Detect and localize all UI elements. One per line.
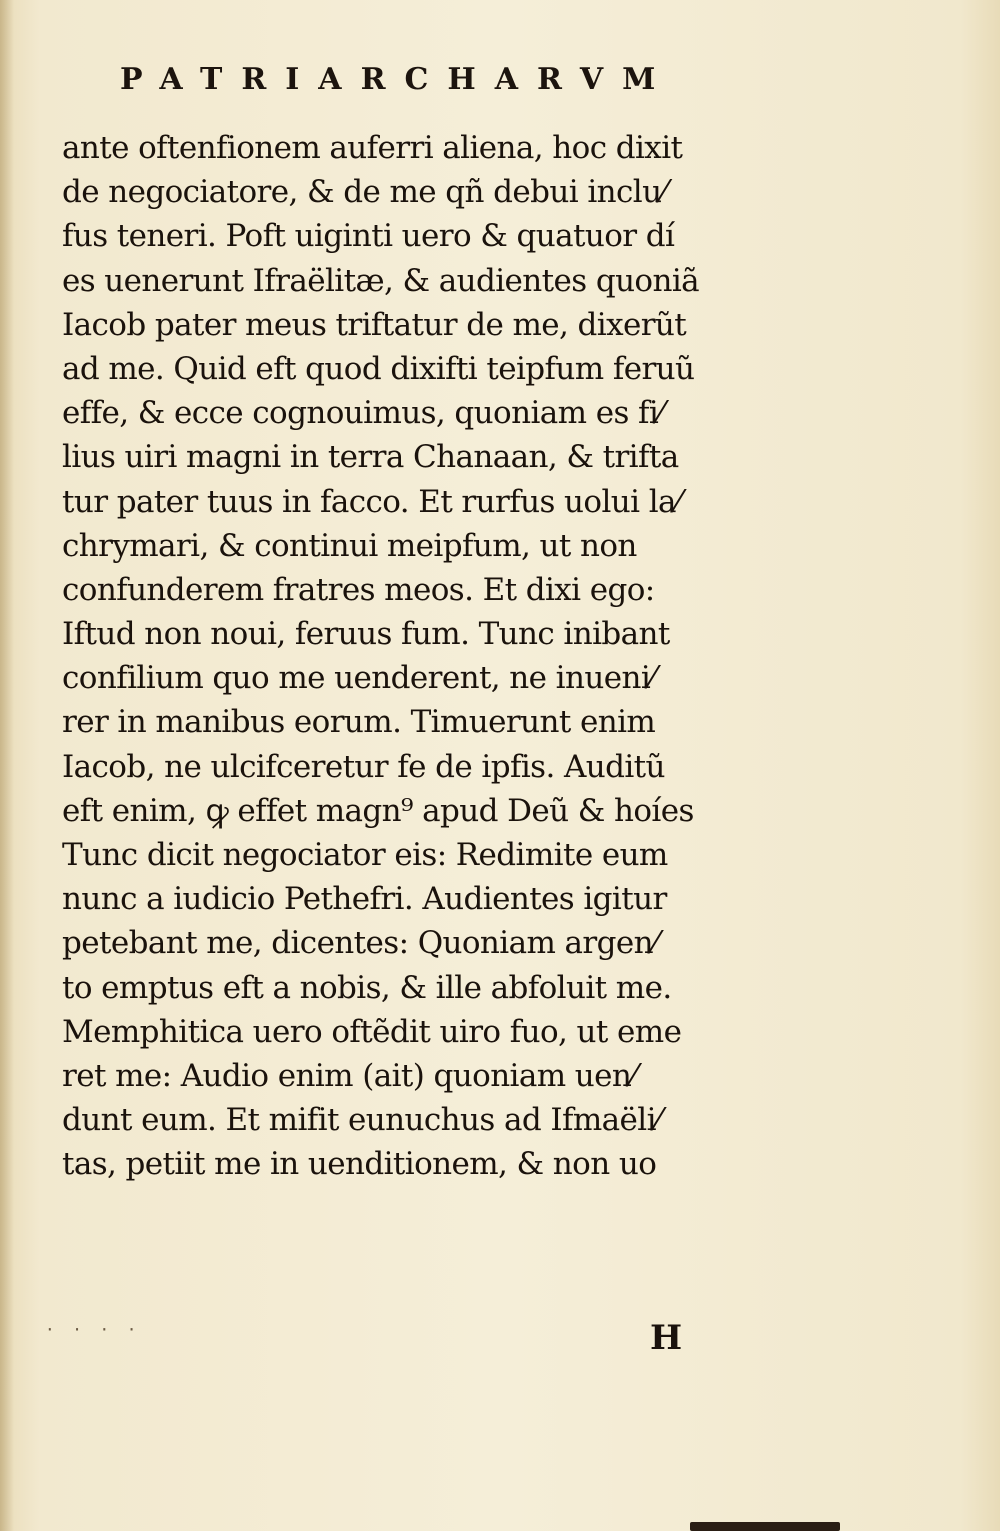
text-line: ante oftenfionem auferri aliena, hoc dixit <box>62 130 683 166</box>
text-line: confilium quo me uenderent, ne inueni⁄ <box>62 660 655 697</box>
text-line: to emptus eft a nobis, & ille abfoluit me. <box>62 969 672 1006</box>
text-line: Tunc dicit negociator eis: Redimite eum <box>62 837 668 873</box>
text-line: Iacob pater meus triftatur de me, dixerũt <box>62 306 687 343</box>
text-line: ad me. Quid eft quod dixifti teipfum feruũ <box>62 350 695 387</box>
body-text <box>62 126 822 1187</box>
text-line: Iacob, ne ulcifceretur fe de ipfis. Auditũ <box>62 748 665 785</box>
text-line: effe, & ecce cognouimus, quoniam es fi⁄ <box>62 395 663 432</box>
text-line: nunc a iudicio Pethefri. Audientes igitur <box>62 881 667 918</box>
text-line: dunt eum. Et mifit eunuchus ad Ifmaëli⁄ <box>62 1102 661 1139</box>
text-line: lius uiri magni in terra Chanaan, & trifta <box>62 439 679 476</box>
text-line: fus teneri. Poft uiginti uero & quatuor dí <box>62 218 675 255</box>
text-line: ret me: Audio enim (ait) quoniam uen⁄ <box>62 1057 636 1094</box>
text-line: confunderem fratres meos. Et dixi ego: <box>62 571 655 608</box>
spine-shadow <box>0 0 14 1531</box>
ink-smudge: · · · · <box>45 1320 141 1339</box>
text-line: de negociatore, & de me qñ debui inclu⁄ <box>62 174 667 211</box>
text-line: petebant me, dicentes: Quoniam argen⁄ <box>62 925 658 962</box>
text-line: rer in manibus eorum. Timuerunt enim <box>62 704 656 741</box>
running-head: PATRIARCHARVM <box>120 62 675 97</box>
text-line: Iftud non noui, feruus fum. Tunc inibant <box>62 616 670 653</box>
text-line: tas, petiit me in uenditionem, & non uo <box>62 1146 657 1183</box>
text-line: es uenerunt Ifraëlitæ, & audientes quoniã <box>62 262 700 299</box>
text-line: tur pater tuus in facco. Et rurfus uolui la⁄ <box>62 483 681 520</box>
text-line: eft enim, ꝙ effet magn⁹ apud Deũ & hoíes <box>62 792 694 829</box>
text-line: Memphitica uero oftẽdit uiro fuo, ut eme <box>62 1013 682 1050</box>
bottom-edge-mark <box>690 1522 840 1531</box>
text-line: chrymari, & continui meipfum, ut non <box>62 527 637 564</box>
signature-mark: H <box>650 1318 683 1358</box>
